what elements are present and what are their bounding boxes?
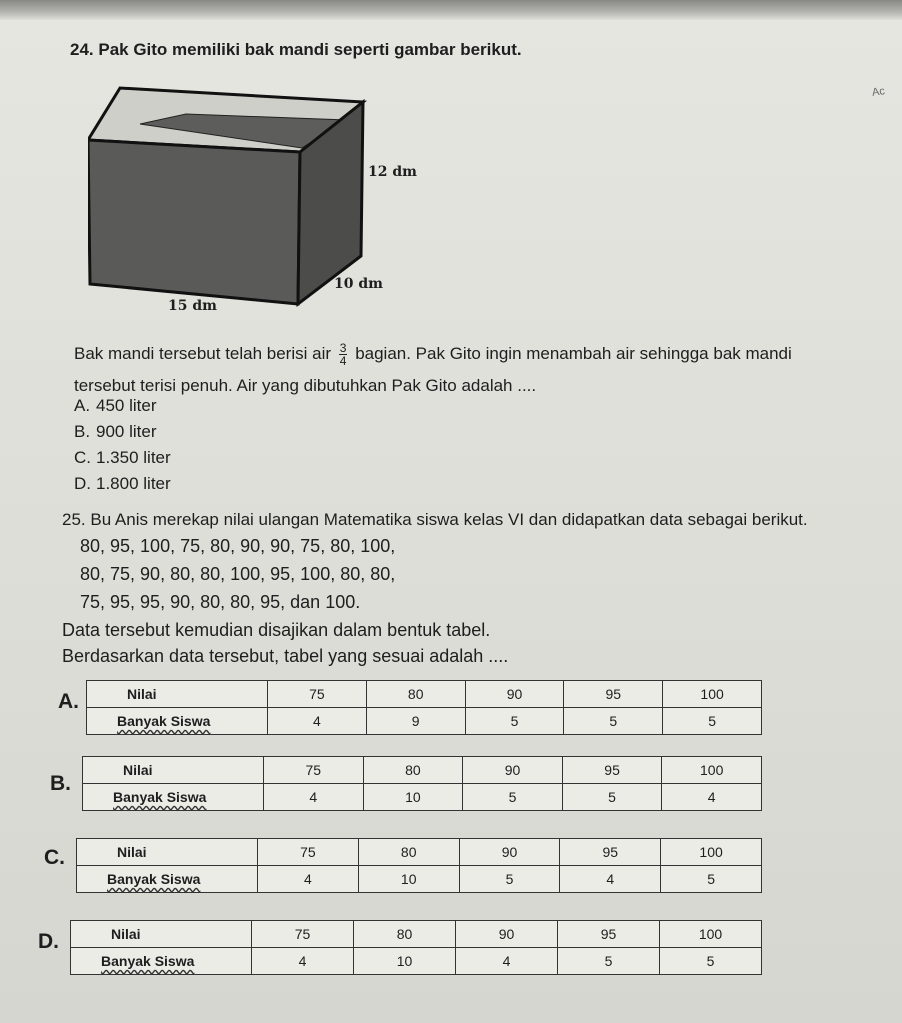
question-25-title: 25. Bu Anis merekap nilai ulangan Matematika siswa kelas VI dan didapatkan data sebagai berikut. xyxy=(62,510,808,529)
question-24-text-line2: tersebut terisi penuh. Air yang dibutuhkan Pak Gito adalah .... xyxy=(74,376,537,395)
width-label: 15 dm xyxy=(168,298,217,314)
option-b: B. 900 liter xyxy=(74,422,157,441)
table-row: Banyak Siswa 4 10 5 5 4 xyxy=(83,784,762,811)
data-line-3: 75, 95, 95, 90, 80, 80, 95, dan 100. xyxy=(80,592,361,612)
question-25-table-line: Data tersebut kemudian disajikan dalam bentuk tabel. xyxy=(62,620,491,640)
option-d: D. 1.800 liter xyxy=(74,474,171,493)
table-row: Banyak Siswa 4 10 5 4 5 xyxy=(77,866,762,893)
table-a-letter: A. xyxy=(58,690,79,713)
table-row: Nilai 75 80 90 95 100 xyxy=(71,921,762,948)
table-row: Nilai 75 80 90 95 100 xyxy=(87,681,762,708)
table-c-letter: C. xyxy=(44,846,65,869)
table-row: Nilai 75 80 90 95 100 xyxy=(77,839,762,866)
table-d-letter: D. xyxy=(38,930,59,953)
table-row: Banyak Siswa 4 10 4 5 5 xyxy=(71,948,762,975)
depth-label: 10 dm xyxy=(334,276,383,292)
option-a: A. 450 liter xyxy=(74,396,157,415)
table-b xyxy=(82,756,762,811)
question-24-text-line1: Bak mandi tersebut telah berisi air $\frac{3}{4}$ bagian. Pak Gito ingin menambah air sehingga bak mandi xyxy=(74,341,792,368)
data-line-1: 80, 95, 100, 75, 80, 90, 90, 75, 80, 100, xyxy=(80,536,396,556)
table-row: Nilai 75 80 90 95 100 xyxy=(83,757,762,784)
table-b-letter: B. xyxy=(50,772,71,795)
height-label: 12 dm xyxy=(368,164,417,180)
data-line-2: 80, 75, 90, 80, 80, 100, 95, 100, 80, 80, xyxy=(80,564,396,584)
page-top-edge xyxy=(0,0,902,20)
question-25-ask-line: Berdasarkan data tersebut, tabel yang sesuai adalah .... xyxy=(62,646,509,666)
fraction-three-quarters: $\frac{3}{4}$ xyxy=(339,341,347,368)
table-row: Banyak Siswa 4 9 5 5 5 xyxy=(87,708,762,735)
question-24-title: 24. Pak Gito memiliki bak mandi seperti gambar berikut. xyxy=(70,40,522,59)
margin-note: Ac xyxy=(871,85,886,99)
option-c: C. 1.350 liter xyxy=(74,448,171,467)
table-c xyxy=(76,838,762,893)
table-a xyxy=(86,680,762,735)
table-d xyxy=(70,920,762,975)
